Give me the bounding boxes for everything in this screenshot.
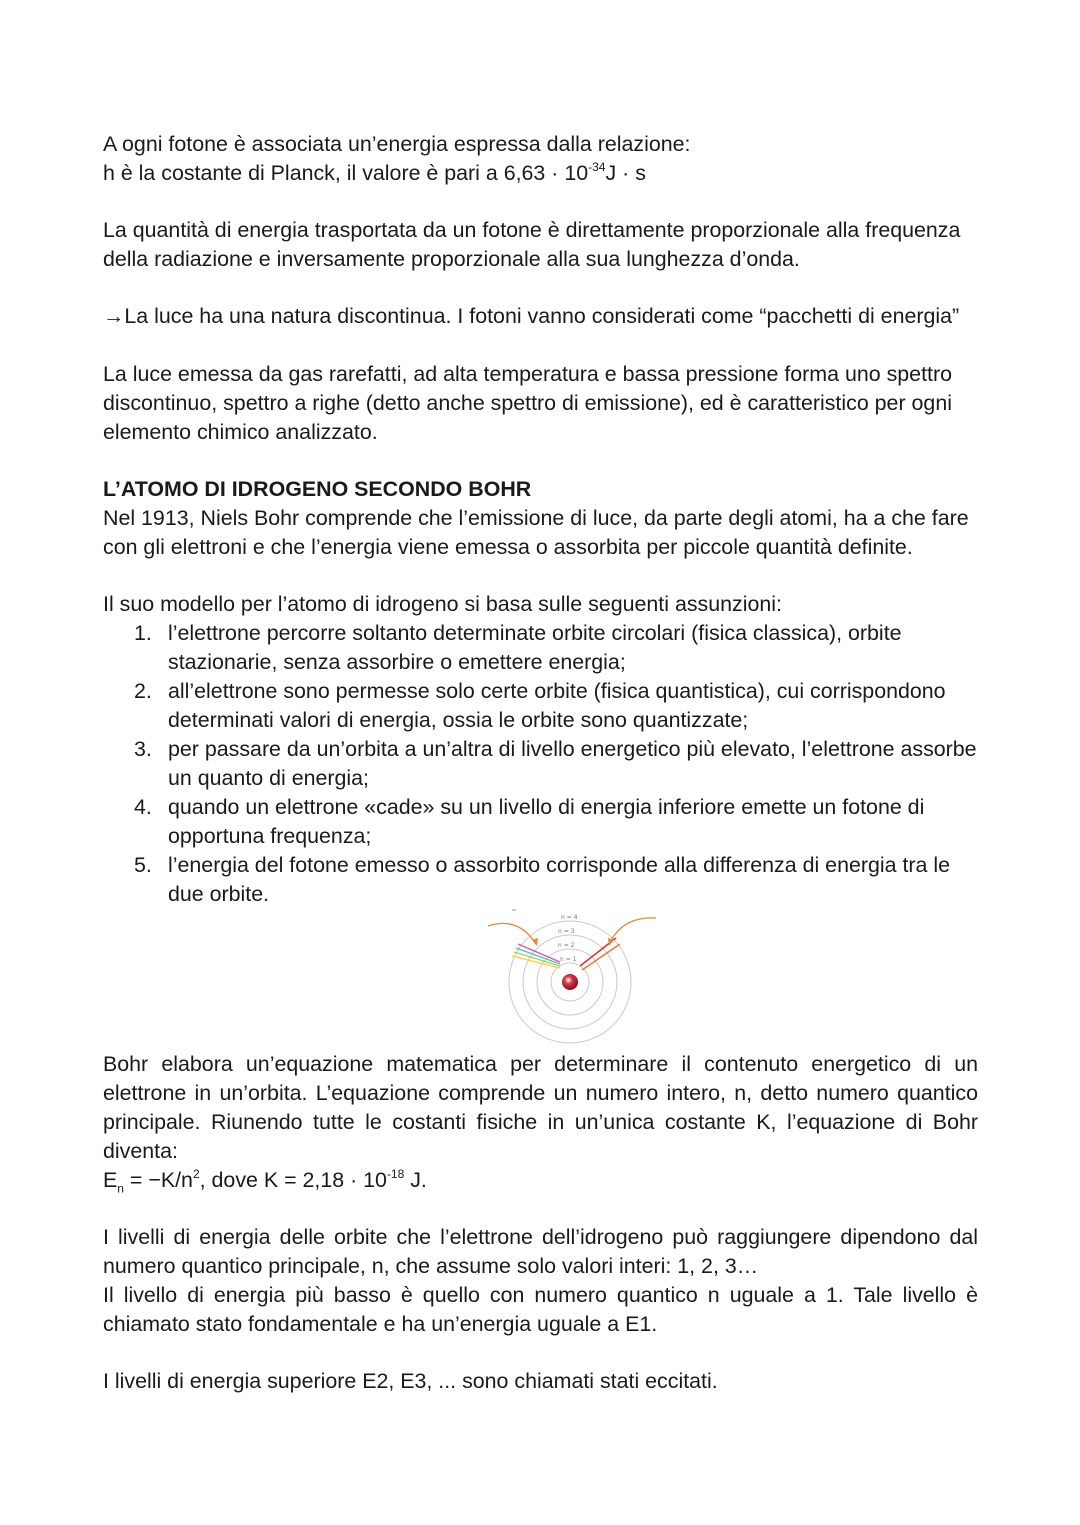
list-item-text: per passare da un’orbita a un’altra di livello energetico più elevato, l’elettrone assorbe un quanto di energia;	[168, 737, 977, 790]
k-unit: J.	[404, 1168, 427, 1192]
orbit-label-4: n = 4	[561, 914, 578, 921]
emission-paragraph: La luce emessa da gas rarefatti, ad alta temperatura e bassa pressione forma uno spettro discontinuo, spettro a righe (detto anche spettro di emissione), ed è caratteristico per ogni elemento chimico analizzato.	[103, 362, 952, 444]
emission-block	[103, 360, 978, 447]
levels-paragraph-2: Il livello di energia più basso è quello con numero quantico n uguale a 1. Tale livello è chiamato stato fondamentale e ha un’energia uguale a E1.	[103, 1283, 978, 1336]
light-nature-block	[103, 302, 978, 331]
bohr-equation	[103, 1166, 978, 1195]
list-item	[103, 677, 978, 735]
levels-paragraph-1: I livelli di energia delle orbite che l’elettrone dell’idrogeno può raggiungere dipendono dal numero quantico principale, n, che assume solo valori interi: 1, 2, 3…	[103, 1225, 978, 1278]
orbit-label-3: n = 3	[558, 928, 575, 935]
bohr-atom-diagram	[478, 902, 668, 1047]
list-item-number: 3.	[134, 737, 152, 761]
excited-states-paragraph: I livelli di energia superiore E2, E3, ... sono chiamati stati eccitati.	[103, 1369, 718, 1393]
bohr-section	[103, 475, 978, 562]
orbit-label-1: n = 1	[560, 956, 577, 963]
equation-paragraph: Bohr elabora un’equazione matematica per determinare il contenuto energetico di un elettrone in un’orbita. L’equazione comprende un numero intero, n, detto numero quantico principale. Riunendo tutte le costanti fisiche in un’unica costante K, l’equazione di Bohr diventa:	[103, 1052, 978, 1163]
n-exponent: 2	[192, 1166, 200, 1181]
list-item-text: l’elettrone percorre soltanto determinate orbite circolari (fisica classica), orbite stazionarie, senza assorbire o emettere energia;	[168, 621, 902, 674]
orbit-label-2: n = 2	[558, 942, 575, 949]
nucleus	[562, 974, 578, 990]
model-lead: Il suo modello per l’atomo di idrogeno si basa sulle seguenti assunzioni:	[103, 592, 782, 616]
excited-block	[103, 1367, 978, 1396]
section-title: L’ATOMO DI IDROGENO SECONDO BOHR	[103, 477, 532, 501]
planck-constant-line	[103, 159, 978, 188]
list-item	[103, 735, 978, 793]
list-item	[103, 619, 978, 677]
k-definition: , dove K = 2,18 · 10	[199, 1168, 387, 1192]
energy-subscript: n	[117, 1181, 124, 1196]
section-intro: Nel 1913, Niels Bohr comprende che l’emissione di luce, da parte degli atomi, ha a che fare con gli elettroni e che l’energia viene emessa o assorbita per piccole quantità definite.	[103, 506, 969, 559]
list-item	[103, 793, 978, 851]
proportionality-paragraph: La quantità di energia trasportata da un fotone è direttamente proporzionale alla frequenza della radiazione e inversamente proporzionale alla sua lunghezza d’onda.	[103, 218, 961, 271]
photon-energy-intro: A ogni fotone è associata un’energia espressa dalla relazione:	[103, 132, 691, 156]
planck-constant-text: h è la costante di Planck, il valore è pari a 6,63 · 10	[103, 161, 589, 185]
list-item-text: all’elettrone sono permesse solo certe orbite (fisica quantistica), cui corrispondono determinati valori di energia, ossia le orbite sono quantizzate;	[168, 679, 946, 732]
assumptions-list	[103, 619, 978, 909]
list-item-number: 1.	[134, 621, 152, 645]
equation-middle: = −K/n	[123, 1168, 193, 1192]
levels-block	[103, 1223, 978, 1339]
list-item-number: 5.	[134, 853, 152, 877]
planck-exponent: -34	[588, 159, 606, 174]
planck-unit: J · s	[605, 161, 646, 185]
list-item-text: l’energia del fotone emesso o assorbito corrisponde alla differenza di energia tra le due orbite.	[168, 853, 951, 906]
k-exponent: -18	[386, 1166, 405, 1181]
model-block	[103, 590, 978, 909]
bohr-atom-figure	[478, 902, 668, 1047]
list-item	[103, 851, 978, 909]
light-nature-paragraph: →La luce ha una natura discontinua. I fotoni vanno considerati come “pacchetti di energia”	[103, 304, 960, 328]
list-item-text: quando un elettrone «cade» su un livello di energia inferiore emette un fotone di opportuna frequenza;	[168, 795, 925, 848]
incoming-arrow-icon	[488, 923, 536, 944]
energy-symbol: E	[103, 1168, 118, 1192]
list-item-number: 2.	[134, 679, 152, 703]
ray-line	[516, 948, 560, 964]
equation-block	[103, 1050, 978, 1195]
photon-energy-block	[103, 130, 978, 188]
outgoing-arrow-icon	[610, 918, 656, 942]
proportionality-block	[103, 216, 978, 274]
list-item-number: 4.	[134, 795, 152, 819]
